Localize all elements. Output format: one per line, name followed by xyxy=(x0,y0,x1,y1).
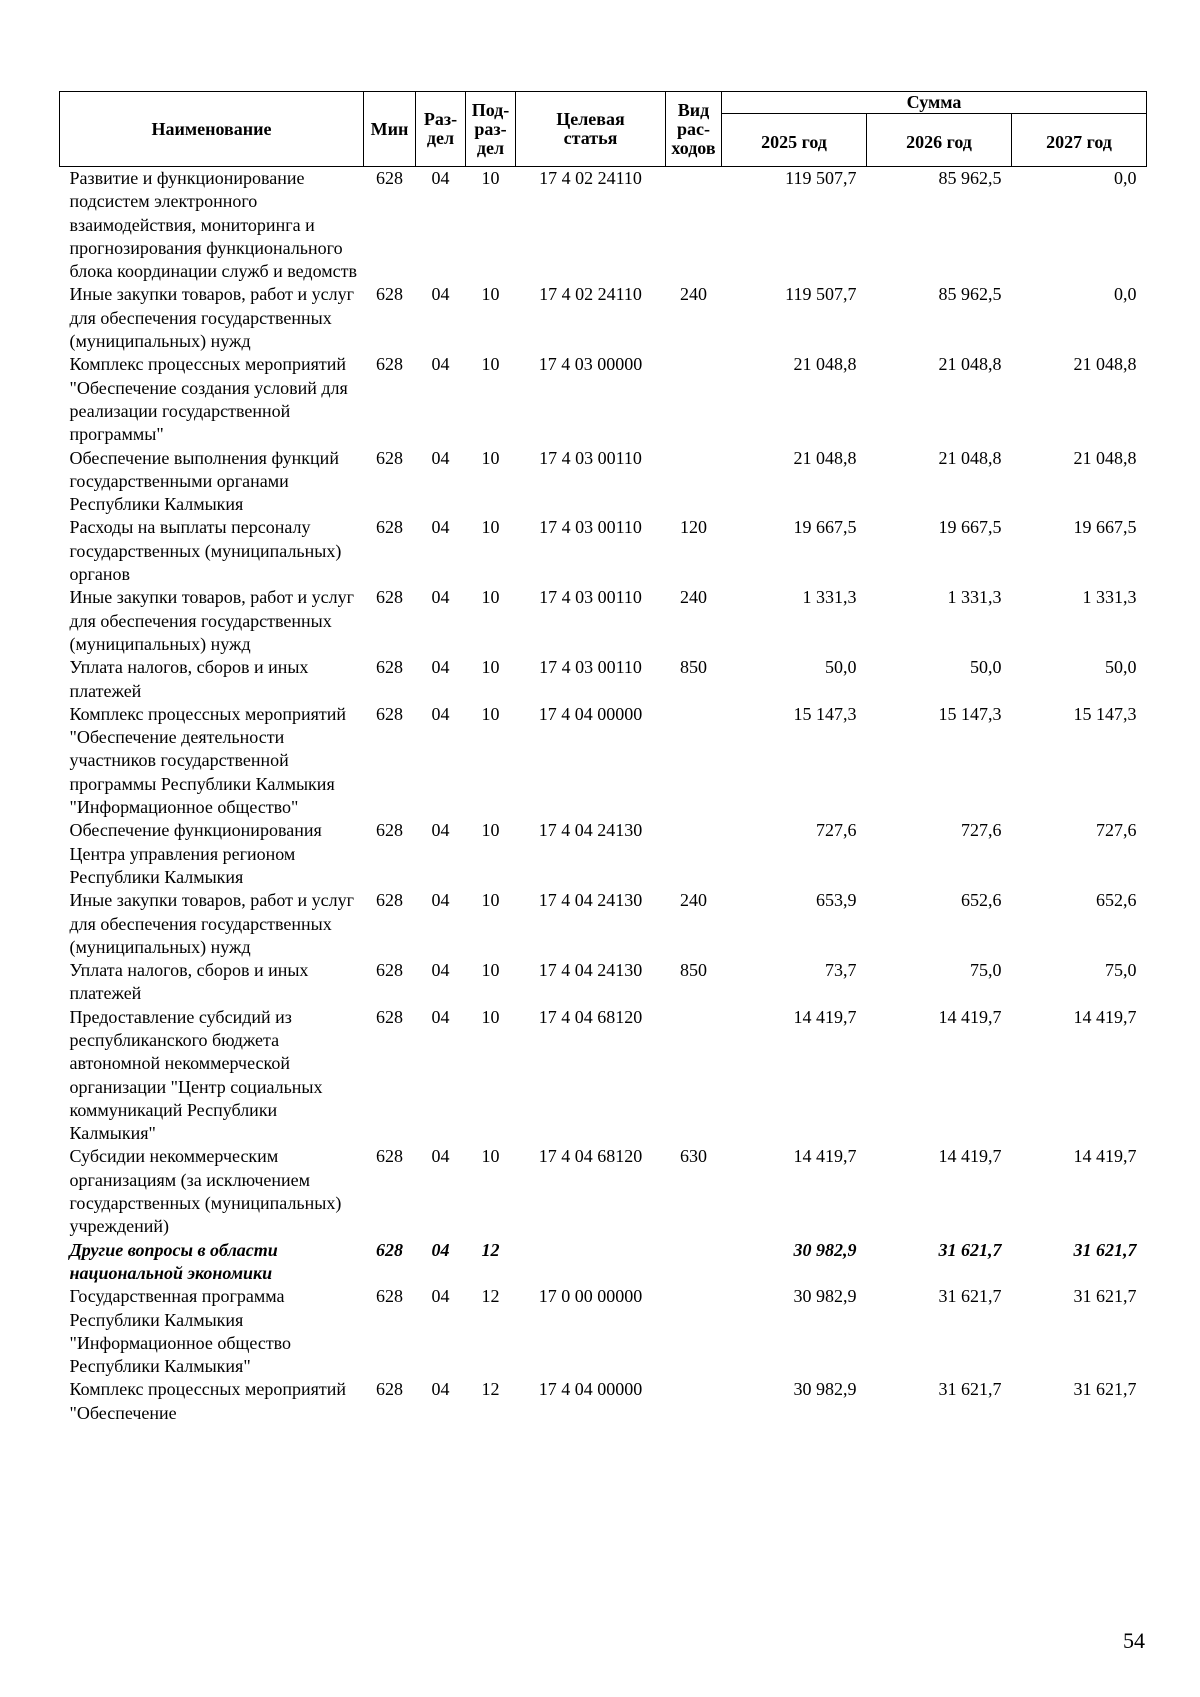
cell-2027: 0,0 xyxy=(1114,168,1137,188)
cell-2026: 21 048,8 xyxy=(938,447,1002,468)
cell-2026: 14 419,7 xyxy=(938,1146,1002,1167)
cell-article: 17 4 04 00000 xyxy=(538,703,643,724)
cell-2026: 50,0 xyxy=(970,657,1002,678)
cell-article: 17 4 03 00110 xyxy=(539,587,642,608)
cell-2027: 15 147,3 xyxy=(1073,703,1137,724)
cell-article: 17 4 04 00000 xyxy=(538,1379,643,1400)
table-row xyxy=(60,516,1147,586)
cell-podrazdel: 10 xyxy=(481,703,500,724)
cell-vid xyxy=(666,1006,722,1146)
cell-2027: 727,6 xyxy=(1096,820,1137,841)
cell-podrazdel: 10 xyxy=(481,1146,500,1167)
header-vid xyxy=(666,92,722,167)
cell-2027: 652,6 xyxy=(1096,890,1137,911)
cell-podrazdel: 10 xyxy=(481,1006,500,1027)
cell-vid: 240 xyxy=(680,890,707,911)
cell-2027: 0,0 xyxy=(1114,284,1137,305)
cell-min: 628 xyxy=(376,703,403,724)
header-2025: 2025 год xyxy=(722,114,867,167)
cell-razdel: 04 xyxy=(431,703,450,724)
cell-name: Иные закупки товаров, работ и услуг для обеспечения государственных (муниципальных) нужд xyxy=(69,284,354,352)
cell-min: 628 xyxy=(376,1286,403,1307)
cell-2027: 21 048,8 xyxy=(1073,447,1137,468)
cell-2025: 30 982,9 xyxy=(793,1286,857,1307)
cell-min: 628 xyxy=(376,657,403,678)
cell-razdel: 04 xyxy=(431,284,450,305)
cell-min: 628 xyxy=(376,960,403,981)
cell-2025: 19 667,5 xyxy=(793,517,857,538)
cell-2026: 31 621,7 xyxy=(938,1286,1002,1307)
cell-min: 628 xyxy=(376,354,403,375)
cell-name: Другие вопросы в области национальной экономики xyxy=(69,1239,278,1283)
cell-podrazdel: 10 xyxy=(481,447,500,468)
cell-article: 17 4 02 24110 xyxy=(539,284,642,305)
cell-2026: 727,6 xyxy=(961,820,1002,841)
cell-2027: 21 048,8 xyxy=(1073,354,1137,375)
header-article xyxy=(516,92,666,167)
cell-vid xyxy=(666,1378,722,1425)
cell-2026: 15 147,3 xyxy=(938,703,1002,724)
table-row xyxy=(60,283,1147,353)
cell-vid xyxy=(666,1285,722,1378)
table-row xyxy=(60,447,1147,517)
header-2027: 2027 год xyxy=(1012,114,1147,167)
cell-podrazdel: 12 xyxy=(481,1286,500,1307)
header-article-text: Целевая статья xyxy=(556,109,625,148)
cell-vid xyxy=(666,353,722,446)
cell-razdel: 04 xyxy=(431,354,450,375)
cell-2025: 14 419,7 xyxy=(793,1146,857,1167)
cell-article: 17 4 03 00110 xyxy=(539,657,642,678)
table-row xyxy=(60,1378,1147,1425)
table-row xyxy=(60,819,1147,889)
cell-name: Государственная программа Республики Калмыкия "Информационное общество Республики Калмыкия" xyxy=(69,1286,292,1377)
cell-vid xyxy=(666,819,722,889)
cell-razdel: 04 xyxy=(431,820,450,841)
cell-2025: 21 048,8 xyxy=(793,447,857,468)
cell-2026: 85 962,5 xyxy=(938,284,1002,305)
cell-2025: 21 048,8 xyxy=(793,354,857,375)
table-row xyxy=(60,353,1147,446)
cell-2025: 14 419,7 xyxy=(793,1006,857,1027)
cell-min: 628 xyxy=(376,1006,403,1027)
cell-2026: 31 621,7 xyxy=(938,1239,1002,1260)
cell-razdel: 04 xyxy=(431,1379,450,1400)
header-razdel-text: Раз- дел xyxy=(423,109,458,148)
cell-2026: 31 621,7 xyxy=(938,1379,1002,1400)
cell-2025: 727,6 xyxy=(816,820,857,841)
cell-podrazdel: 10 xyxy=(481,354,500,375)
cell-vid xyxy=(666,1239,722,1286)
cell-article: 17 4 03 00110 xyxy=(539,447,642,468)
cell-name: Иные закупки товаров, работ и услуг для обеспечения государственных (муниципальных) нужд xyxy=(69,890,354,957)
cell-2027: 31 621,7 xyxy=(1073,1379,1137,1400)
header-razdel xyxy=(416,92,466,167)
cell-2025: 653,9 xyxy=(816,890,857,911)
cell-name: Субсидии некоммерческим организациям (за исключением государственных (муниципальных) учреждений) xyxy=(69,1146,342,1237)
cell-razdel: 04 xyxy=(431,657,450,678)
cell-2025: 15 147,3 xyxy=(793,703,857,724)
cell-min: 628 xyxy=(376,587,403,608)
cell-razdel: 04 xyxy=(431,587,450,608)
table-header xyxy=(60,92,1147,167)
cell-min: 628 xyxy=(376,447,403,468)
cell-name: Уплата налогов, сборов и иных платежей xyxy=(69,657,309,701)
table-row xyxy=(60,656,1147,703)
cell-vid: 240 xyxy=(680,284,707,305)
cell-min: 628 xyxy=(376,890,403,911)
cell-razdel: 04 xyxy=(431,168,450,188)
cell-2025: 119 507,7 xyxy=(785,284,857,305)
cell-name: Обеспечение функционирования Центра управления регионом Республики Калмыкия xyxy=(69,820,322,887)
cell-vid xyxy=(666,447,722,517)
cell-vid xyxy=(666,167,722,284)
header-name: Наименование xyxy=(60,92,364,167)
cell-podrazdel: 10 xyxy=(481,587,500,608)
cell-min: 628 xyxy=(376,1239,403,1260)
cell-min: 628 xyxy=(376,284,403,305)
table-row xyxy=(60,1285,1147,1378)
cell-article: 17 4 04 24130 xyxy=(538,820,643,841)
cell-article: 17 0 00 00000 xyxy=(538,1286,643,1307)
cell-2027: 31 621,7 xyxy=(1073,1239,1137,1260)
cell-article: 17 4 02 24110 xyxy=(539,168,642,188)
cell-razdel: 04 xyxy=(431,960,450,981)
cell-min: 628 xyxy=(376,820,403,841)
cell-vid xyxy=(666,703,722,819)
header-sum: Сумма xyxy=(722,92,1147,114)
cell-article: 17 4 04 68120 xyxy=(538,1146,643,1167)
cell-vid: 850 xyxy=(680,960,707,981)
header-podrazdel-text: Под- раз- дел xyxy=(471,99,510,158)
cell-2025: 30 982,9 xyxy=(793,1239,857,1260)
cell-2025: 30 982,9 xyxy=(793,1379,857,1400)
cell-name: Комплекс процессных мероприятий "Обеспечение xyxy=(69,1379,347,1423)
cell-name: Обеспечение выполнения функций государственными органами Республики Калмыкия xyxy=(69,447,339,515)
cell-podrazdel: 10 xyxy=(481,657,500,678)
budget-table xyxy=(59,91,1147,1425)
cell-razdel: 04 xyxy=(431,1286,450,1307)
cell-podrazdel: 12 xyxy=(481,1379,500,1400)
cell-vid: 120 xyxy=(680,517,707,538)
header-vid-text: Вид рас- ходов xyxy=(671,99,716,158)
cell-name: Предоставление субсидий из республиканского бюджета автономной некоммерческой организации "Центр социальных коммуникаций Республики Калмыкия" xyxy=(69,1006,323,1144)
table-row xyxy=(60,889,1147,959)
header-podrazdel xyxy=(466,92,516,167)
table-row xyxy=(60,1239,1147,1286)
cell-2026: 21 048,8 xyxy=(938,354,1002,375)
cell-2026: 1 331,3 xyxy=(947,587,1002,608)
cell-name: Уплата налогов, сборов и иных платежей xyxy=(69,960,309,1004)
table-row xyxy=(60,167,1147,284)
cell-2027: 14 419,7 xyxy=(1073,1006,1137,1027)
cell-min: 628 xyxy=(376,517,403,538)
cell-2026: 19 667,5 xyxy=(938,517,1002,538)
cell-2027: 1 331,3 xyxy=(1082,587,1137,608)
cell-2027: 14 419,7 xyxy=(1073,1146,1137,1167)
header-min: Мин xyxy=(364,92,416,167)
cell-name: Иные закупки товаров, работ и услуг для обеспечения государственных (муниципальных) нужд xyxy=(69,587,354,654)
page-number: 54 xyxy=(1123,1628,1145,1653)
cell-min: 628 xyxy=(376,168,403,188)
table-row xyxy=(60,959,1147,1006)
cell-podrazdel: 10 xyxy=(481,284,500,305)
cell-article: 17 4 04 24130 xyxy=(538,960,643,981)
table-row xyxy=(60,1145,1147,1238)
cell-2025: 50,0 xyxy=(825,657,857,678)
cell-2025: 119 507,7 xyxy=(785,168,857,188)
table-body xyxy=(60,167,1147,1426)
cell-podrazdel: 10 xyxy=(481,517,500,538)
table-row xyxy=(60,586,1147,656)
cell-2025: 73,7 xyxy=(825,960,857,981)
cell-2027: 50,0 xyxy=(1105,657,1137,678)
cell-podrazdel: 10 xyxy=(481,168,500,188)
cell-podrazdel: 10 xyxy=(481,890,500,911)
cell-article: 17 4 04 24130 xyxy=(538,890,643,911)
cell-2027: 19 667,5 xyxy=(1073,517,1137,538)
cell-2027: 31 621,7 xyxy=(1073,1286,1137,1307)
cell-name: Развитие и функционирование подсистем электронного взаимодействия, мониторинга и прогнозирования функционального блока координации служб и ведомств xyxy=(69,168,357,282)
cell-2025: 1 331,3 xyxy=(802,587,857,608)
cell-name: Расходы на выплаты персоналу государственных (муниципальных) органов xyxy=(69,517,342,585)
cell-min: 628 xyxy=(376,1379,403,1400)
cell-vid: 630 xyxy=(680,1146,707,1167)
cell-podrazdel: 10 xyxy=(481,960,500,981)
header-2026: 2026 год xyxy=(867,114,1012,167)
cell-article: 17 4 03 00000 xyxy=(538,354,643,375)
cell-article: 17 4 03 00110 xyxy=(539,517,642,538)
cell-podrazdel: 10 xyxy=(481,820,500,841)
cell-2026: 75,0 xyxy=(970,960,1002,981)
cell-razdel: 04 xyxy=(431,1239,450,1260)
cell-2026: 652,6 xyxy=(961,890,1002,911)
cell-article xyxy=(516,1239,666,1286)
cell-2026: 85 962,5 xyxy=(938,168,1002,188)
table-row xyxy=(60,703,1147,819)
table-row xyxy=(60,1006,1147,1146)
cell-2027: 75,0 xyxy=(1105,960,1137,981)
cell-name: Комплекс процессных мероприятий "Обеспечение деятельности участников государственной программы Республики Калмыкия "Информационное общество" xyxy=(69,703,347,818)
cell-article: 17 4 04 68120 xyxy=(538,1006,643,1027)
cell-razdel: 04 xyxy=(431,1006,450,1027)
cell-name: Комплекс процессных мероприятий "Обеспечение создания условий для реализации государственной программы" xyxy=(69,354,348,445)
cell-min: 628 xyxy=(376,1146,403,1167)
cell-razdel: 04 xyxy=(431,890,450,911)
cell-podrazdel: 12 xyxy=(481,1239,500,1260)
cell-vid: 850 xyxy=(680,657,707,678)
cell-razdel: 04 xyxy=(431,1146,450,1167)
cell-razdel: 04 xyxy=(431,447,450,468)
cell-vid: 240 xyxy=(680,587,707,608)
cell-razdel: 04 xyxy=(431,517,450,538)
cell-2026: 14 419,7 xyxy=(938,1006,1002,1027)
